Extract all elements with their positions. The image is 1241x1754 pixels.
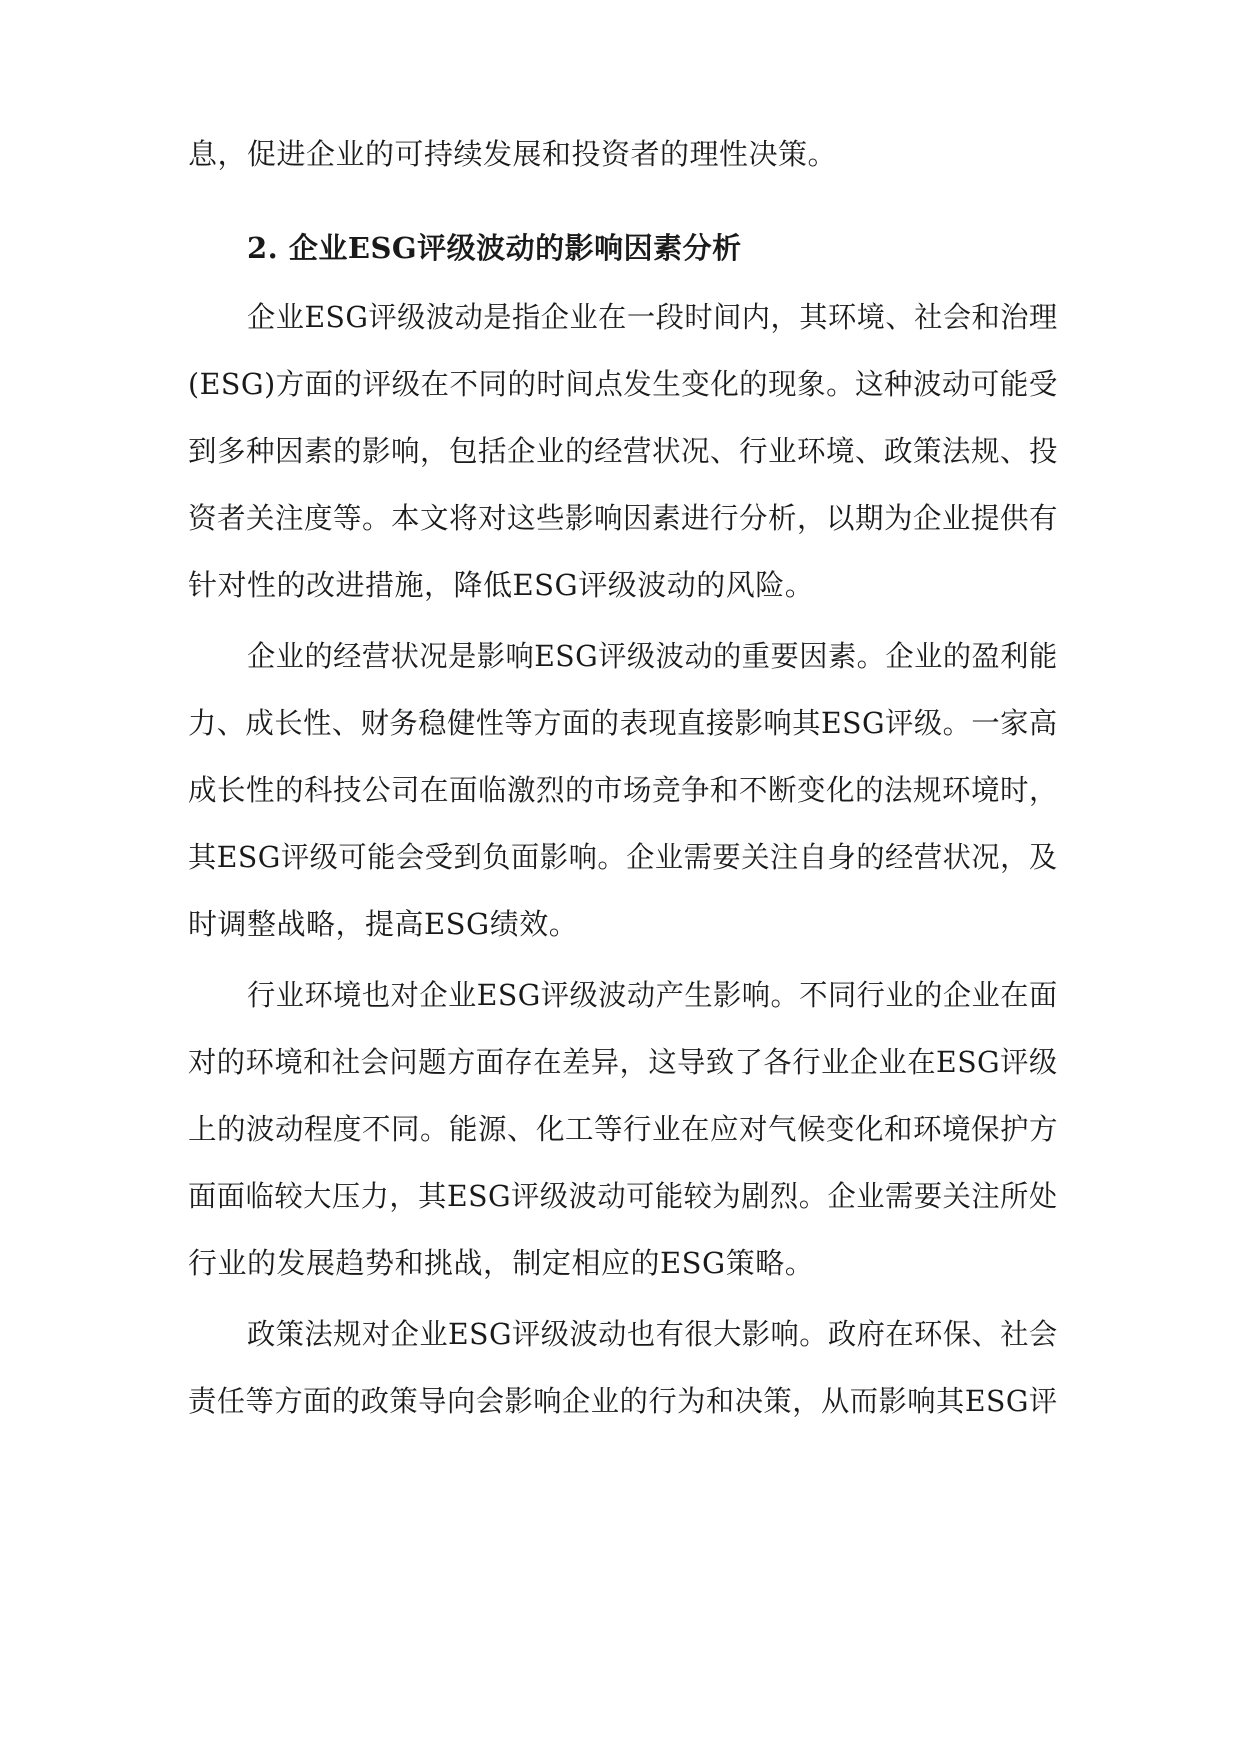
paragraph-line: (ESG)方面的评级在不同的时间点发生变化的现象。这种波动可能受: [188, 367, 1058, 401]
paragraph-line: 对的环境和社会问题方面存在差异，这导致了各行业企业在ESG评级: [188, 1045, 1058, 1079]
section-heading: 2. 企业ESG评级波动的影响因素分析: [247, 231, 742, 265]
paragraph-line: 息，促进企业的可持续发展和投资者的理性决策。: [188, 137, 838, 171]
paragraph-line: 到多种因素的影响，包括企业的经营状况、行业环境、政策法规、投: [188, 434, 1059, 468]
paragraph-line: 面面临较大压力，其ESG评级波动可能较为剧烈。企业需要关注所处: [188, 1179, 1058, 1213]
paragraph-line: 资者关注度等。本文将对这些影响因素进行分析，以期为企业提供有: [188, 501, 1059, 535]
paragraph-line: 责任等方面的政策导向会影响企业的行为和决策，从而影响其ESG评: [188, 1384, 1058, 1418]
paragraph-line: 其ESG评级可能会受到负面影响。企业需要关注自身的经营状况，及: [188, 840, 1058, 874]
paragraph-line: 行业的发展趋势和挑战，制定相应的ESG策略。: [188, 1246, 815, 1280]
paragraph-line: 政策法规对企业ESG评级波动也有很大影响。政府在环保、社会: [247, 1317, 1058, 1351]
paragraph-line: 行业环境也对企业ESG评级波动产生影响。不同行业的企业在面: [247, 978, 1058, 1012]
paragraph-line: 企业ESG评级波动是指企业在一段时间内，其环境、社会和治理: [247, 300, 1058, 334]
paragraph-line: 时调整战略，提高ESG绩效。: [188, 907, 579, 941]
paragraph-line: 力、成长性、财务稳健性等方面的表现直接影响其ESG评级。一家高: [188, 706, 1058, 740]
paragraph-line: 企业的经营状况是影响ESG评级波动的重要因素。企业的盈利能: [247, 639, 1058, 673]
paragraph-line: 针对性的改进措施，降低ESG评级波动的风险。: [188, 568, 815, 602]
paragraph-line: 成长性的科技公司在面临激烈的市场竞争和不断变化的法规环境时，: [188, 773, 1059, 807]
paragraph-line: 上的波动程度不同。能源、化工等行业在应对气候变化和环境保护方: [188, 1112, 1059, 1146]
